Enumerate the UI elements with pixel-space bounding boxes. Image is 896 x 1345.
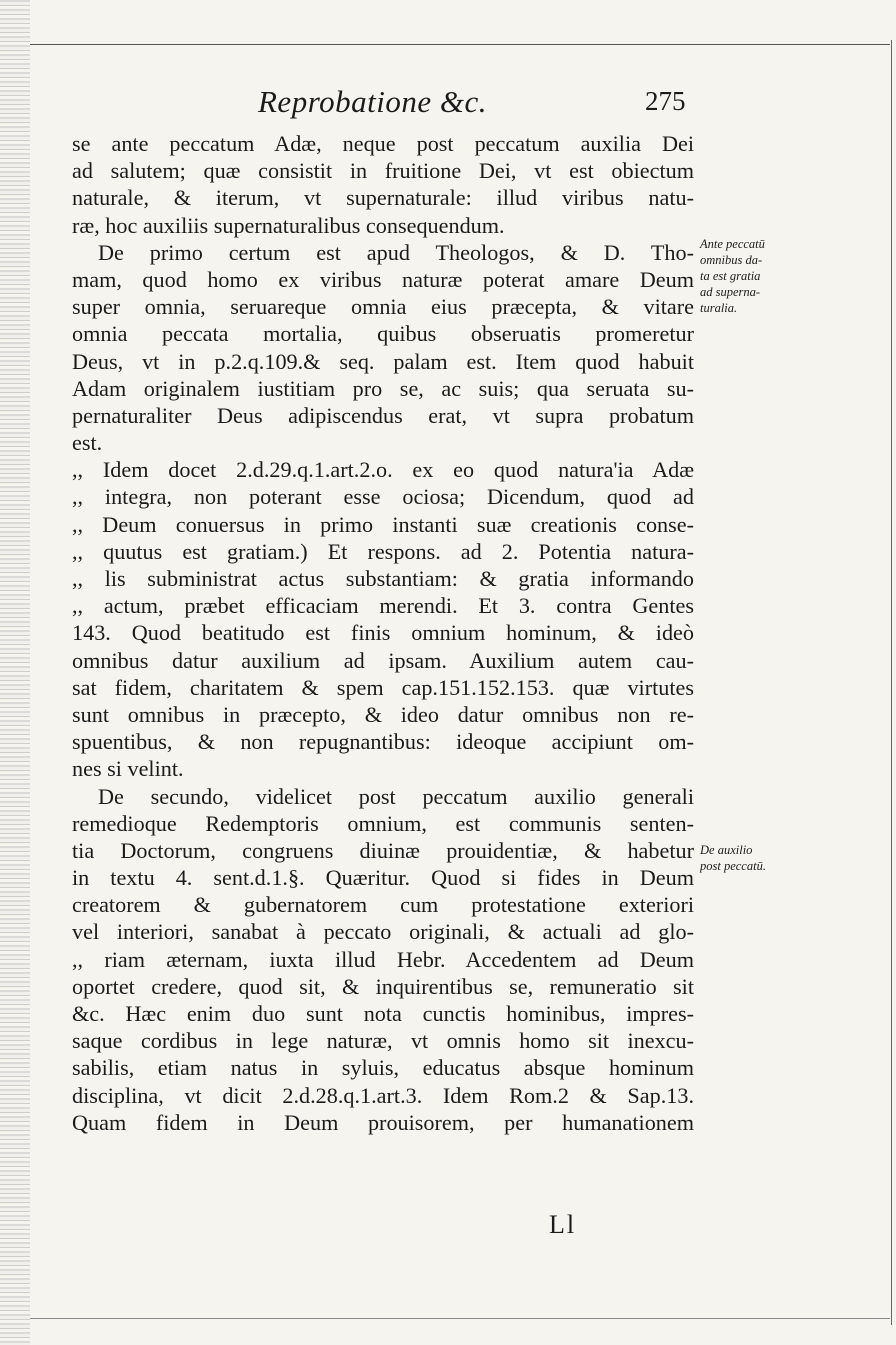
text-line: ,, Deum conuersus in primo instanti suæ creationis conse- xyxy=(72,511,694,537)
text-line: vel interiori, sanabat à peccato originali, & actuali ad glo- xyxy=(72,919,694,945)
margin-note-line: ta est gratia xyxy=(700,269,761,283)
text-line: se ante peccatum Adæ, neque post peccatum auxilia Dei xyxy=(72,131,694,156)
text-line: oportet credere, quod sit, & inquirentibus se, remuneratio sit xyxy=(72,973,694,999)
text-line: super omnia, seruareque omnia eius præcepta, & vitare xyxy=(72,294,694,320)
text-line: spuentibus, & non repugnantibus: ideoque accipiunt om- xyxy=(72,729,694,755)
text-line: ræ, hoc auxiliis supernaturalibus consequendum. xyxy=(72,212,505,238)
page-number: 275 xyxy=(645,86,686,116)
margin-note-line: post peccatū. xyxy=(700,859,766,873)
text-line: ad salutem; quæ consistit in fruitione Dei, vt est obiectum xyxy=(72,158,694,184)
text-line: disciplina, vt dicit 2.d.28.q.1.art.3. Idem Rom.2 & Sap.13. xyxy=(72,1082,694,1108)
margin-note-line: turalia. xyxy=(700,301,738,315)
text-line: mam, quod homo ex viribus naturæ poterat amare Deum xyxy=(72,266,694,292)
text-line: in textu 4. sent.d.1.§. Quæritur. Quod si fides in Deum xyxy=(72,865,694,891)
text-line: omnia peccata mortalia, quibus obseruatis promeretur xyxy=(72,321,694,347)
text-line: omnibus datur auxilium ad ipsam. Auxilium autem cau- xyxy=(72,647,694,673)
text-line: &c. Hæc enim duo sunt nota cunctis hominibus, impres- xyxy=(72,1001,694,1026)
text-line: ,, Idem docet 2.d.29.q.1.art.2.o. ex eo quod natura'ia Adæ xyxy=(72,457,694,483)
text-line: creatorem & gubernatorem cum protestatione exteriori xyxy=(72,892,694,918)
text-line: ,, lis subministrat actus substantiam: & gratia informando xyxy=(72,566,694,591)
text-line: nes si velint. xyxy=(72,756,184,782)
margin-note-line: De auxilio xyxy=(700,843,753,857)
margin-note-line: Ante peccatū xyxy=(700,237,765,251)
right-page-edge xyxy=(891,40,892,1325)
text-line: pernaturaliter Deus adipiscendus erat, vt supra probatum xyxy=(72,402,694,428)
margin-note-line: omnibus da- xyxy=(700,253,763,267)
running-title: Reprobatione &c. xyxy=(258,84,487,119)
text-line: De secundo, videlicet post peccatum auxilio generali xyxy=(98,783,694,809)
text-line: ,, quutus est gratiam.) Et respons. ad 2. Potentia natura- xyxy=(72,538,694,564)
signature-mark: Ll xyxy=(549,1210,577,1239)
margin-note-de-auxilio xyxy=(700,842,796,874)
text-line: ,, integra, non poterant esse ociosa; Dicendum, quod ad xyxy=(72,484,694,510)
book-binding-edge xyxy=(0,0,30,1345)
margin-note-line: ad superna- xyxy=(700,285,761,299)
text-line: sat fidem, charitatem & spem cap.151.152.153. quæ virtutes xyxy=(72,674,694,700)
text-line: Quam fidem in Deum prouisorem, per humanationem xyxy=(72,1109,694,1135)
text-line: saque cordibus in lege naturæ, vt omnis homo sit inexcu- xyxy=(72,1028,694,1054)
text-line: De primo certum est apud Theologos, & D. Tho- xyxy=(98,239,694,265)
body-text xyxy=(72,130,694,1136)
margin-note-ante-peccatum xyxy=(700,236,796,316)
text-line: 143. Quod beatitudo est finis omnium hominum, & ideò xyxy=(72,620,694,646)
text-line: tia Doctorum, congruens diuinæ prouidentiæ, & habetur xyxy=(72,837,694,863)
text-line: ,, actum, præbet efficaciam merendi. Et 3. contra Gentes xyxy=(72,593,694,619)
text-line: Adam originalem iustitiam pro se, ac suis; qua seruata su- xyxy=(72,375,694,401)
text-line: sabilis, etiam natus in syluis, educatus absque hominum xyxy=(72,1055,694,1081)
text-line: remedioque Redemptoris omnium, est communis senten- xyxy=(72,810,694,836)
text-line: est. xyxy=(72,430,103,456)
text-line: naturale, & iterum, vt supernaturale: illud viribus natu- xyxy=(72,185,694,211)
text-line: sunt omnibus in præcepto, & ideo datur omnibus non re- xyxy=(72,701,694,727)
top-page-edge xyxy=(30,44,890,45)
bottom-page-edge xyxy=(30,1318,890,1319)
text-line: Deus, vt in p.2.q.109.& seq. palam est. Item quod habuit xyxy=(72,348,694,374)
text-line: ,, riam æternam, iuxta illud Hebr. Accedentem ad Deum xyxy=(72,946,694,972)
